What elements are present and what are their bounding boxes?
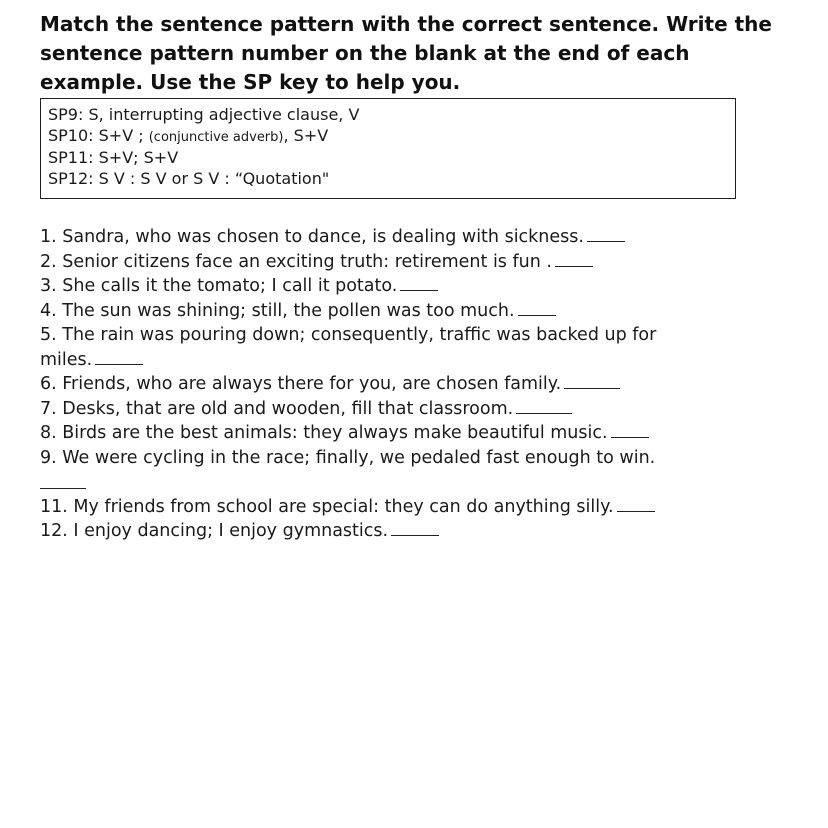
answer-blank[interactable] — [555, 252, 593, 267]
sp10-key — [48, 126, 735, 149]
list-item — [40, 397, 800, 422]
answer-blank[interactable] — [617, 497, 655, 512]
sentence-text: 2. Senior citizens face an exciting truth: retirement is fun . — [40, 251, 552, 272]
sp-key-box — [40, 98, 736, 199]
list-item — [40, 519, 800, 544]
list-item — [40, 495, 800, 520]
answer-blank[interactable] — [40, 474, 86, 489]
list-item — [40, 250, 800, 275]
sp10-key-main: SP10: S+V ; — [48, 125, 149, 145]
sp11-key: SP11: S+V; S+V — [48, 148, 179, 167]
sentence-text: 8. Birds are the best animals: they always make beautiful music. — [40, 423, 608, 443]
sp9-key: SP9: S, interrupting adjective clause, V — [48, 105, 360, 124]
sentence-text: 5. The rain was pouring down; consequently, traffic was backed up for — [40, 325, 657, 345]
list-item — [40, 421, 800, 446]
answer-blank[interactable] — [95, 350, 143, 365]
list-item — [40, 323, 800, 348]
answer-blank[interactable] — [587, 227, 625, 242]
list-item — [40, 274, 800, 299]
sentence-text: 9. We were cycling in the race; finally, we pedaled fast enough to win. — [40, 447, 656, 468]
instructions: Match the sentence pattern with the correct sentence. Write the sentence pattern number on the blank at the end of each example. Use the SP key to help you. — [40, 12, 772, 94]
list-item — [40, 470, 800, 495]
answer-blank[interactable] — [400, 276, 438, 291]
list-item — [40, 225, 800, 250]
answer-blank[interactable] — [518, 301, 556, 316]
answer-blank[interactable] — [564, 374, 620, 389]
list-item — [40, 348, 800, 373]
sentence-text: 1. Sandra, who was chosen to dance, is dealing with sickness. — [40, 227, 584, 247]
sentence-text: miles. — [40, 349, 93, 370]
sentence-text: 12. I enjoy dancing; I enjoy gymnastics. — [40, 521, 389, 541]
answer-blank[interactable] — [611, 423, 649, 438]
sentence-text: 11. My friends from school are special: they can do anything silly. — [40, 496, 614, 517]
sentence-text: 6. Friends, who are always there for you, are chosen family. — [40, 374, 562, 394]
answer-blank[interactable] — [516, 399, 572, 414]
sentence-list — [40, 225, 800, 544]
list-item — [40, 299, 800, 324]
sentence-text: 3. She calls it the tomato; I call it potato. — [40, 276, 398, 296]
sp10-key-end: , S+V — [283, 125, 329, 145]
sp12-key: SP12: S V : S V or S V : “Quotation" — [48, 168, 330, 188]
list-item — [40, 372, 800, 397]
answer-blank[interactable] — [391, 521, 439, 536]
sentence-text: 7. Desks, that are old and wooden, fill that classroom. — [40, 398, 514, 419]
sentence-text: 4. The sun was shining; still, the pollen was too much. — [40, 300, 515, 321]
list-item — [40, 446, 800, 471]
sp10-key-note: (conjunctive adverb) — [148, 129, 284, 145]
